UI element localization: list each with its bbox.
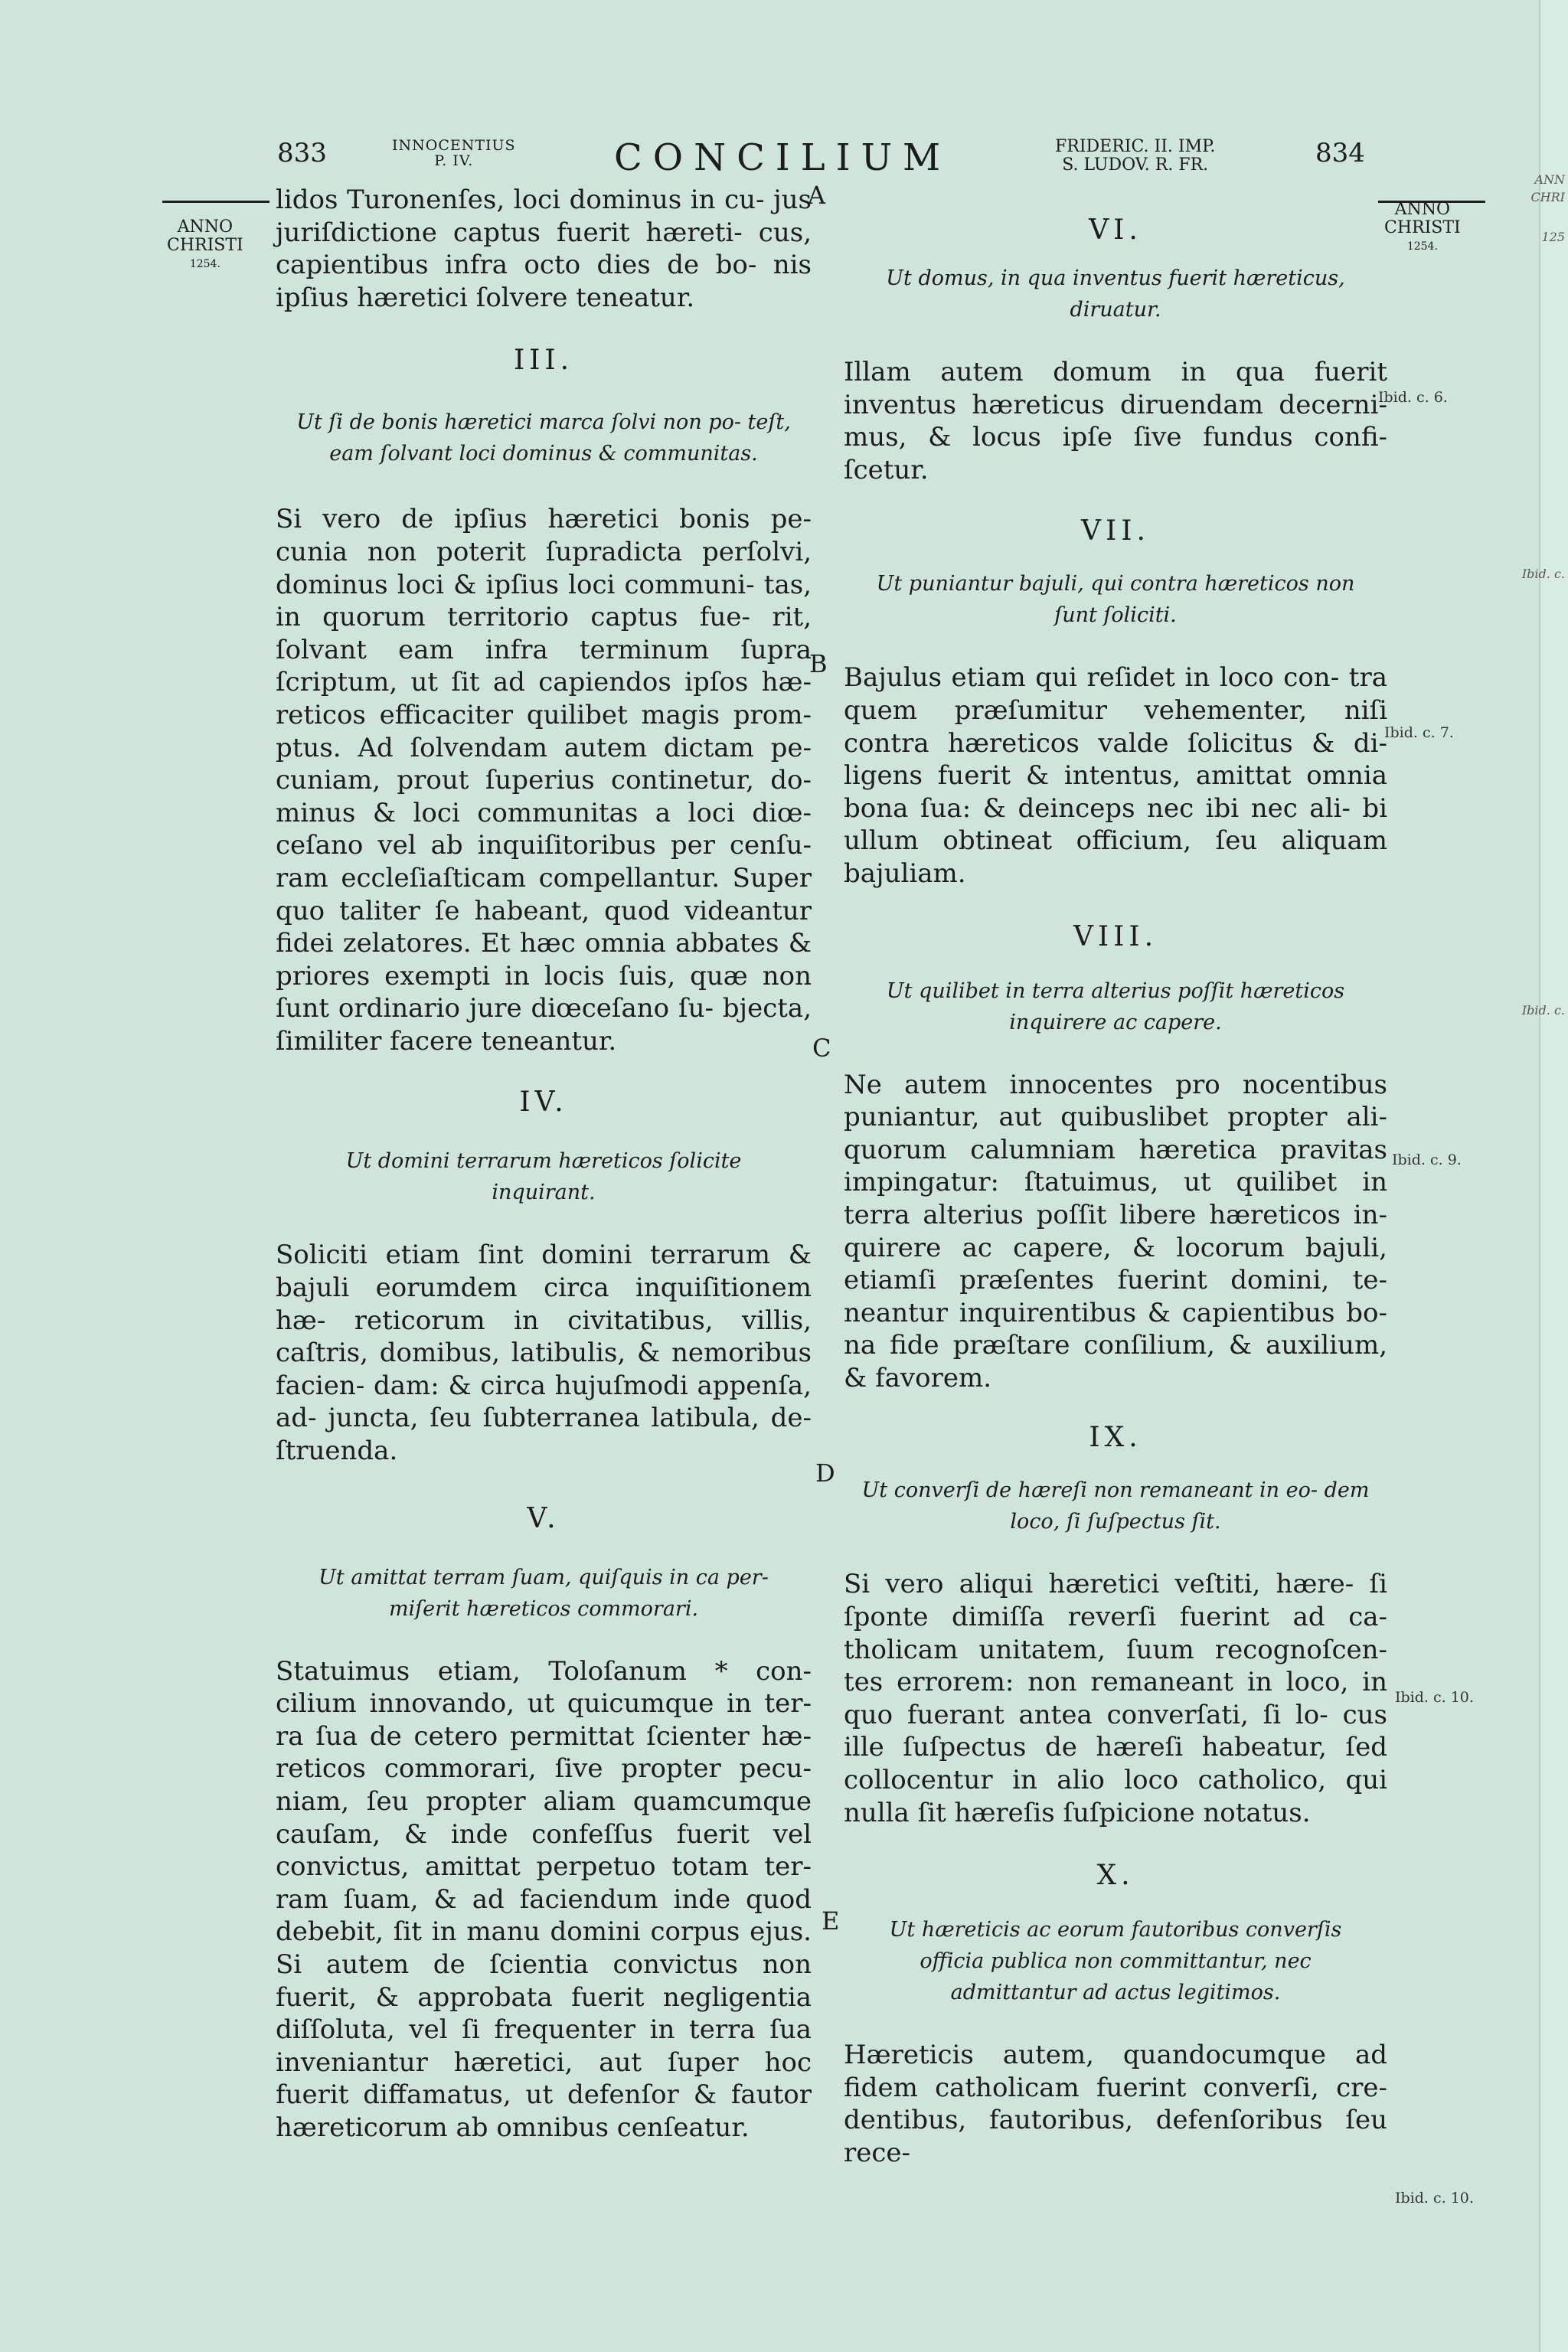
page-title: CONCILIUM [614, 136, 952, 179]
running-head-line: INNOCENTIUS [392, 137, 516, 154]
section-text: Bajulus etiam qui reſidet in loco con- tra quem præſumitur vehementer, niſi contra hæreticos valde ſolicitus & di- ligens fuerit & intentus, amittat omnia bona ſua: & deinceps nec ibi nec ali- bi ullum obtineat officium, ſeu aliquam bajuliam. [844, 662, 1387, 889]
left-column [276, 184, 812, 2145]
anno-left [167, 218, 243, 273]
running-head-right [1055, 138, 1215, 175]
section-text: Hæreticis autem, quandocumque ad fidem catholicam fuerint converſi, cre- dentibus, fautoribus, defenſoribus ſeu rece- [844, 2040, 1387, 2168]
running-head-line: FRIDERIC. II. IMP. [1055, 137, 1216, 156]
section-number: III. [513, 345, 574, 377]
section-title: Ut hæreticis ac eorum fautoribus converſis officia publica non committantur, nec admittantur ad actus legitimos. [889, 1918, 1342, 2005]
section-number: VIII. [1073, 920, 1158, 952]
section-title: Ut quilibet in terra alterius poſſit hæreticos inquirere ac capere. [886, 978, 1345, 1034]
anno-sub: CHRISTI [167, 236, 243, 255]
margin-note: Ibid. c. 7. [1384, 724, 1454, 741]
adjacent-page-edge [1539, 0, 1568, 2352]
edge-mark: 125 [1541, 230, 1565, 244]
margin-letter-a: A [808, 181, 826, 210]
anno-label: ANNO [1394, 200, 1451, 219]
section-number: X. [1096, 1860, 1135, 1892]
anno-right [1384, 201, 1461, 256]
margin-note: Ibid. c. 9. [1392, 1152, 1462, 1168]
anno-year: 1254. [189, 258, 220, 270]
edge-mark: Ibid. c. [1521, 1003, 1565, 1018]
margin-letter-e: E [822, 1906, 840, 1936]
section-text: Ne autem innocentes pro nocentibus puniantur, aut quibuslibet propter ali- quorum calumniam hæretica pravitas impingatur: ſtatuimus, ut quilibet in terra alterius poſſit libere hæreticos in- quirere ac capere, & locorum bajuli, etiamſi præſentes fuerint domini, te- neantur inquirentibus & capientibus bo- na fide præſtare conſilium, & auxilium, & favorem. [844, 1069, 1387, 1393]
section-text: Illam autem domum in qua fuerit inventus hæreticus diruendam decerni- mus, & locus ipſe ſive fundus confi- ſcetur. [844, 357, 1387, 485]
running-head-line: S. LUDOV. R. FR. [1062, 155, 1209, 175]
rule-left [162, 201, 270, 203]
margin-note: Ibid. c. 10. [1395, 1689, 1474, 1706]
intro-paragraph: lidos Turonenſes, loci dominus in cu- jus juriſdictione captus fuerit hæreti- cus, capientibus infra octo dies de bo- nis ipſius hæretici ſolvere teneatur. [276, 185, 812, 313]
section-number: IX. [1089, 1422, 1142, 1454]
margin-note: Ibid. c. 6. [1378, 389, 1448, 406]
section-text: Statuimus etiam, Toloſanum * con- cilium innovando, ut quicumque in ter- ra ſua de cetero permittat ſcienter hæ- reticos commorari, ſive propter pecu- niam, ſeu propter aliam quamcumque cauſam, & inde confeſſus fuerit vel convictus, amittat perpetuo totam ter- ram ſuam, & ad faciendum inde quod debebit, ſit in manu domini corpus ejus. Si autem de ſcientia convictus non fuerit, & approbata fuerit negligentia diſſoluta, vel ſi frequenter in terra ſua inveniantur hæretici, aut ſuper hoc fuerit diffamatus, ut defenſor & fautor hæreticorum ab omnibus cenſeatur. [276, 1655, 812, 2143]
section-title: Ut domus, in qua inventus fuerit hæreticus, diruatur. [886, 266, 1345, 322]
anno-year: 1254. [1406, 240, 1438, 253]
margin-letter-c: C [812, 1034, 831, 1063]
right-column [844, 184, 1387, 2170]
section-title: Ut amittat terram ſuam, quiſquis in ca per- miſerit hæreticos commorari. [318, 1565, 769, 1621]
section-number: VII. [1081, 515, 1150, 547]
section-number: IV. [519, 1086, 568, 1119]
page-number-left: 833 [277, 138, 327, 168]
section-title: Ut puniantur bajuli, qui contra hæreticos non ſunt ſoliciti. [876, 572, 1355, 628]
section-title: Ut domini terrarum hæreticos ſolicite inquirant. [345, 1149, 742, 1205]
section-text: Soliciti etiam ſint domini terrarum & bajuli eorumdem circa inquiſitionem hæ- reticorum in civitatibus, villis, caſtris, domibus, latibulis, & nemoribus facien- dam: & circa hujuſmodi appenſa, ad- juncta, ſeu ſubterranea latibula, de- ſtruenda. [276, 1240, 812, 1467]
section-number: V. [527, 1502, 560, 1534]
section-title: Ut converſi de hæreſi non remaneant in eo- dem loco, ſi ſuſpectus ſit. [861, 1478, 1370, 1534]
running-head-left [392, 138, 516, 168]
anno-label: ANNO [177, 217, 234, 237]
margin-note: Ibid. c. 10. [1395, 2190, 1474, 2207]
section-number: VI. [1089, 214, 1142, 246]
section-text: Si vero de ipſius hæretici bonis pe- cunia non poterit ſupradicta perſolvi, dominus loci & ipſius loci communi- tas, in quorum territorio captus fue- rit, ſolvant eam infra terminum ſupra ſcriptum, ut ſit ad capiendos ipſos hæ- reticos efficaciter quilibet magis prom- ptus. Ad ſolvendam autem dictam pe- cuniam, prout ſuperius continetur, do- minus & loci communitas a loci diœ- ceſano vel ab inquiſitoribus per cenſu- ram eccleſiaſticam compellantur. Super quo taliter ſe habeant, quod videantur fidei zelatores. Et hæc omnia abbates & priores exempti in locis ſuis, quæ non ſunt ordinario jure diœceſano ſu- bjecta, ſimiliter facere teneantur. [276, 504, 812, 1057]
edge-mark: CHRI [1530, 190, 1565, 204]
anno-sub: CHRISTI [1384, 218, 1461, 237]
edge-mark: Ibid. c. [1521, 567, 1565, 581]
margin-letter-b: B [809, 649, 828, 678]
edge-mark: ANN [1534, 172, 1565, 187]
running-head-line: P. IV. [434, 152, 474, 169]
section-title: Ut ſi de bonis hæretici marca ſolvi non po- teſt, eam ſolvant loci dominus & communitas. [296, 410, 791, 466]
margin-letter-d: D [815, 1459, 835, 1488]
page-number-right: 834 [1315, 138, 1365, 168]
section-text: Si vero aliqui hæretici veſtiti, hære- ſi ſponte dimiſſa reverſi fuerint ad ca- tholicam unitatem, ſuum recognoſcen- tes errorem: non remaneant in loco, in quo fuerant antea converſati, ſi lo- cus ille ſuſpectus de hæreſi habeatur, ſed collocentur in alio loco catholico, qui nulla ſit hæreſis ſuſpicione notatus. [844, 1569, 1387, 1828]
